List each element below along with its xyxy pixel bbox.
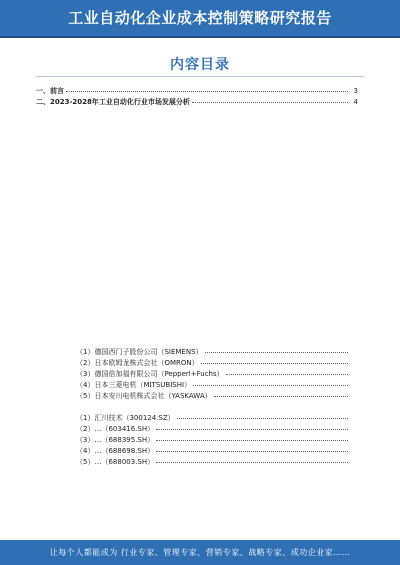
toc-entry[interactable]: [36, 347, 358, 358]
toc-entry-text: （5）日本安川电机株式会社（YASKAWA）: [76, 391, 212, 400]
toc-entry[interactable]: [36, 358, 358, 369]
toc-entry-page: 3: [353, 87, 358, 95]
toc-entry-page: 4: [353, 98, 358, 106]
toc-spacer: [36, 282, 358, 293]
toc-spacer: [36, 336, 358, 347]
toc-spacer: [36, 271, 358, 282]
toc-entry-text: （5）…（688003.SH）: [76, 457, 155, 466]
toc-spacer: [36, 141, 358, 152]
footer-slogan: 让每个人都能成为 行业专家、管理专家、营销专家、战略专家、成功企业家……: [49, 548, 351, 557]
toc-dot-leader: [177, 418, 348, 419]
toc-spacer: [36, 489, 358, 500]
toc-dot-leader: [192, 102, 348, 103]
toc-dot-leader: [156, 429, 348, 430]
toc-entry-text: 二、2023-2028年工业自动化行业市场发展分析: [36, 98, 190, 106]
toc-entry[interactable]: [36, 446, 358, 457]
toc-entry-text: （3）德国倍加福有限公司（Pepperl+Fuchs）: [76, 369, 224, 378]
toc-spacer: [36, 130, 358, 141]
toc-spacer: [36, 108, 358, 119]
toc-entry[interactable]: [36, 369, 358, 380]
toc-dot-leader: [156, 462, 348, 463]
toc-dot-leader: [156, 451, 348, 452]
header-divider: [0, 36, 400, 38]
toc-spacer: [36, 500, 358, 511]
toc-spacer: [36, 162, 358, 173]
toc-spacer: [36, 249, 358, 260]
toc-entry-text: 一、前言: [36, 87, 64, 95]
toc-entry-text: （4）日本三菱电机（MITSUBISHI）: [76, 380, 192, 389]
toc-dot-leader: [201, 363, 348, 364]
toc-spacer: [36, 173, 358, 184]
toc-entry[interactable]: [36, 86, 358, 97]
toc-entry[interactable]: [36, 380, 358, 391]
toc-heading: 内容目录: [170, 57, 230, 73]
toc-entry[interactable]: [36, 435, 358, 446]
toc-spacer: [36, 238, 358, 249]
toc-dot-leader: [205, 352, 348, 353]
toc-entry-text: （1）德国西门子股份公司（SIEMENS）: [76, 347, 203, 356]
toc-spacer: [36, 511, 358, 522]
toc-spacer: [36, 184, 358, 195]
toc-entry[interactable]: [36, 457, 358, 468]
table-of-contents: [36, 86, 358, 522]
toc-spacer: [36, 195, 358, 206]
toc-entry[interactable]: [36, 97, 358, 108]
toc-dot-leader: [66, 91, 348, 92]
toc-spacer: [36, 303, 358, 314]
toc-entry-text: （3）…（688395.SH）: [76, 435, 155, 444]
toc-entry-text: （1）汇川技术（300124.SZ）: [76, 413, 175, 422]
toc-spacer: [36, 260, 358, 271]
toc-entry[interactable]: [36, 413, 358, 424]
toc-spacer: [36, 314, 358, 325]
toc-spacer: [36, 325, 358, 336]
report-title: 工业自动化企业成本控制策略研究报告: [68, 9, 332, 27]
toc-spacer: [36, 293, 358, 304]
toc-entry-text: （2）…（603416.SH）: [76, 424, 155, 433]
toc-spacer: [36, 468, 358, 479]
toc-entry-text: （2）日本欧姆龙株式会社（OMRON）: [76, 358, 199, 367]
toc-spacer: [36, 217, 358, 228]
toc-spacer: [36, 119, 358, 130]
toc-spacer: [36, 479, 358, 490]
toc-entry[interactable]: [36, 391, 358, 402]
toc-dot-leader: [156, 440, 348, 441]
toc-entry-text: （4）…（688698.SH）: [76, 446, 155, 455]
toc-dot-leader: [226, 374, 348, 375]
toc-dot-leader: [214, 396, 348, 397]
toc-spacer: [36, 227, 358, 238]
toc-entry[interactable]: [36, 424, 358, 435]
toc-dot-leader: [193, 385, 348, 386]
toc-spacer: [36, 402, 358, 413]
toc-spacer: [36, 206, 358, 217]
toc-heading-divider: [36, 76, 364, 77]
toc-spacer: [36, 151, 358, 162]
